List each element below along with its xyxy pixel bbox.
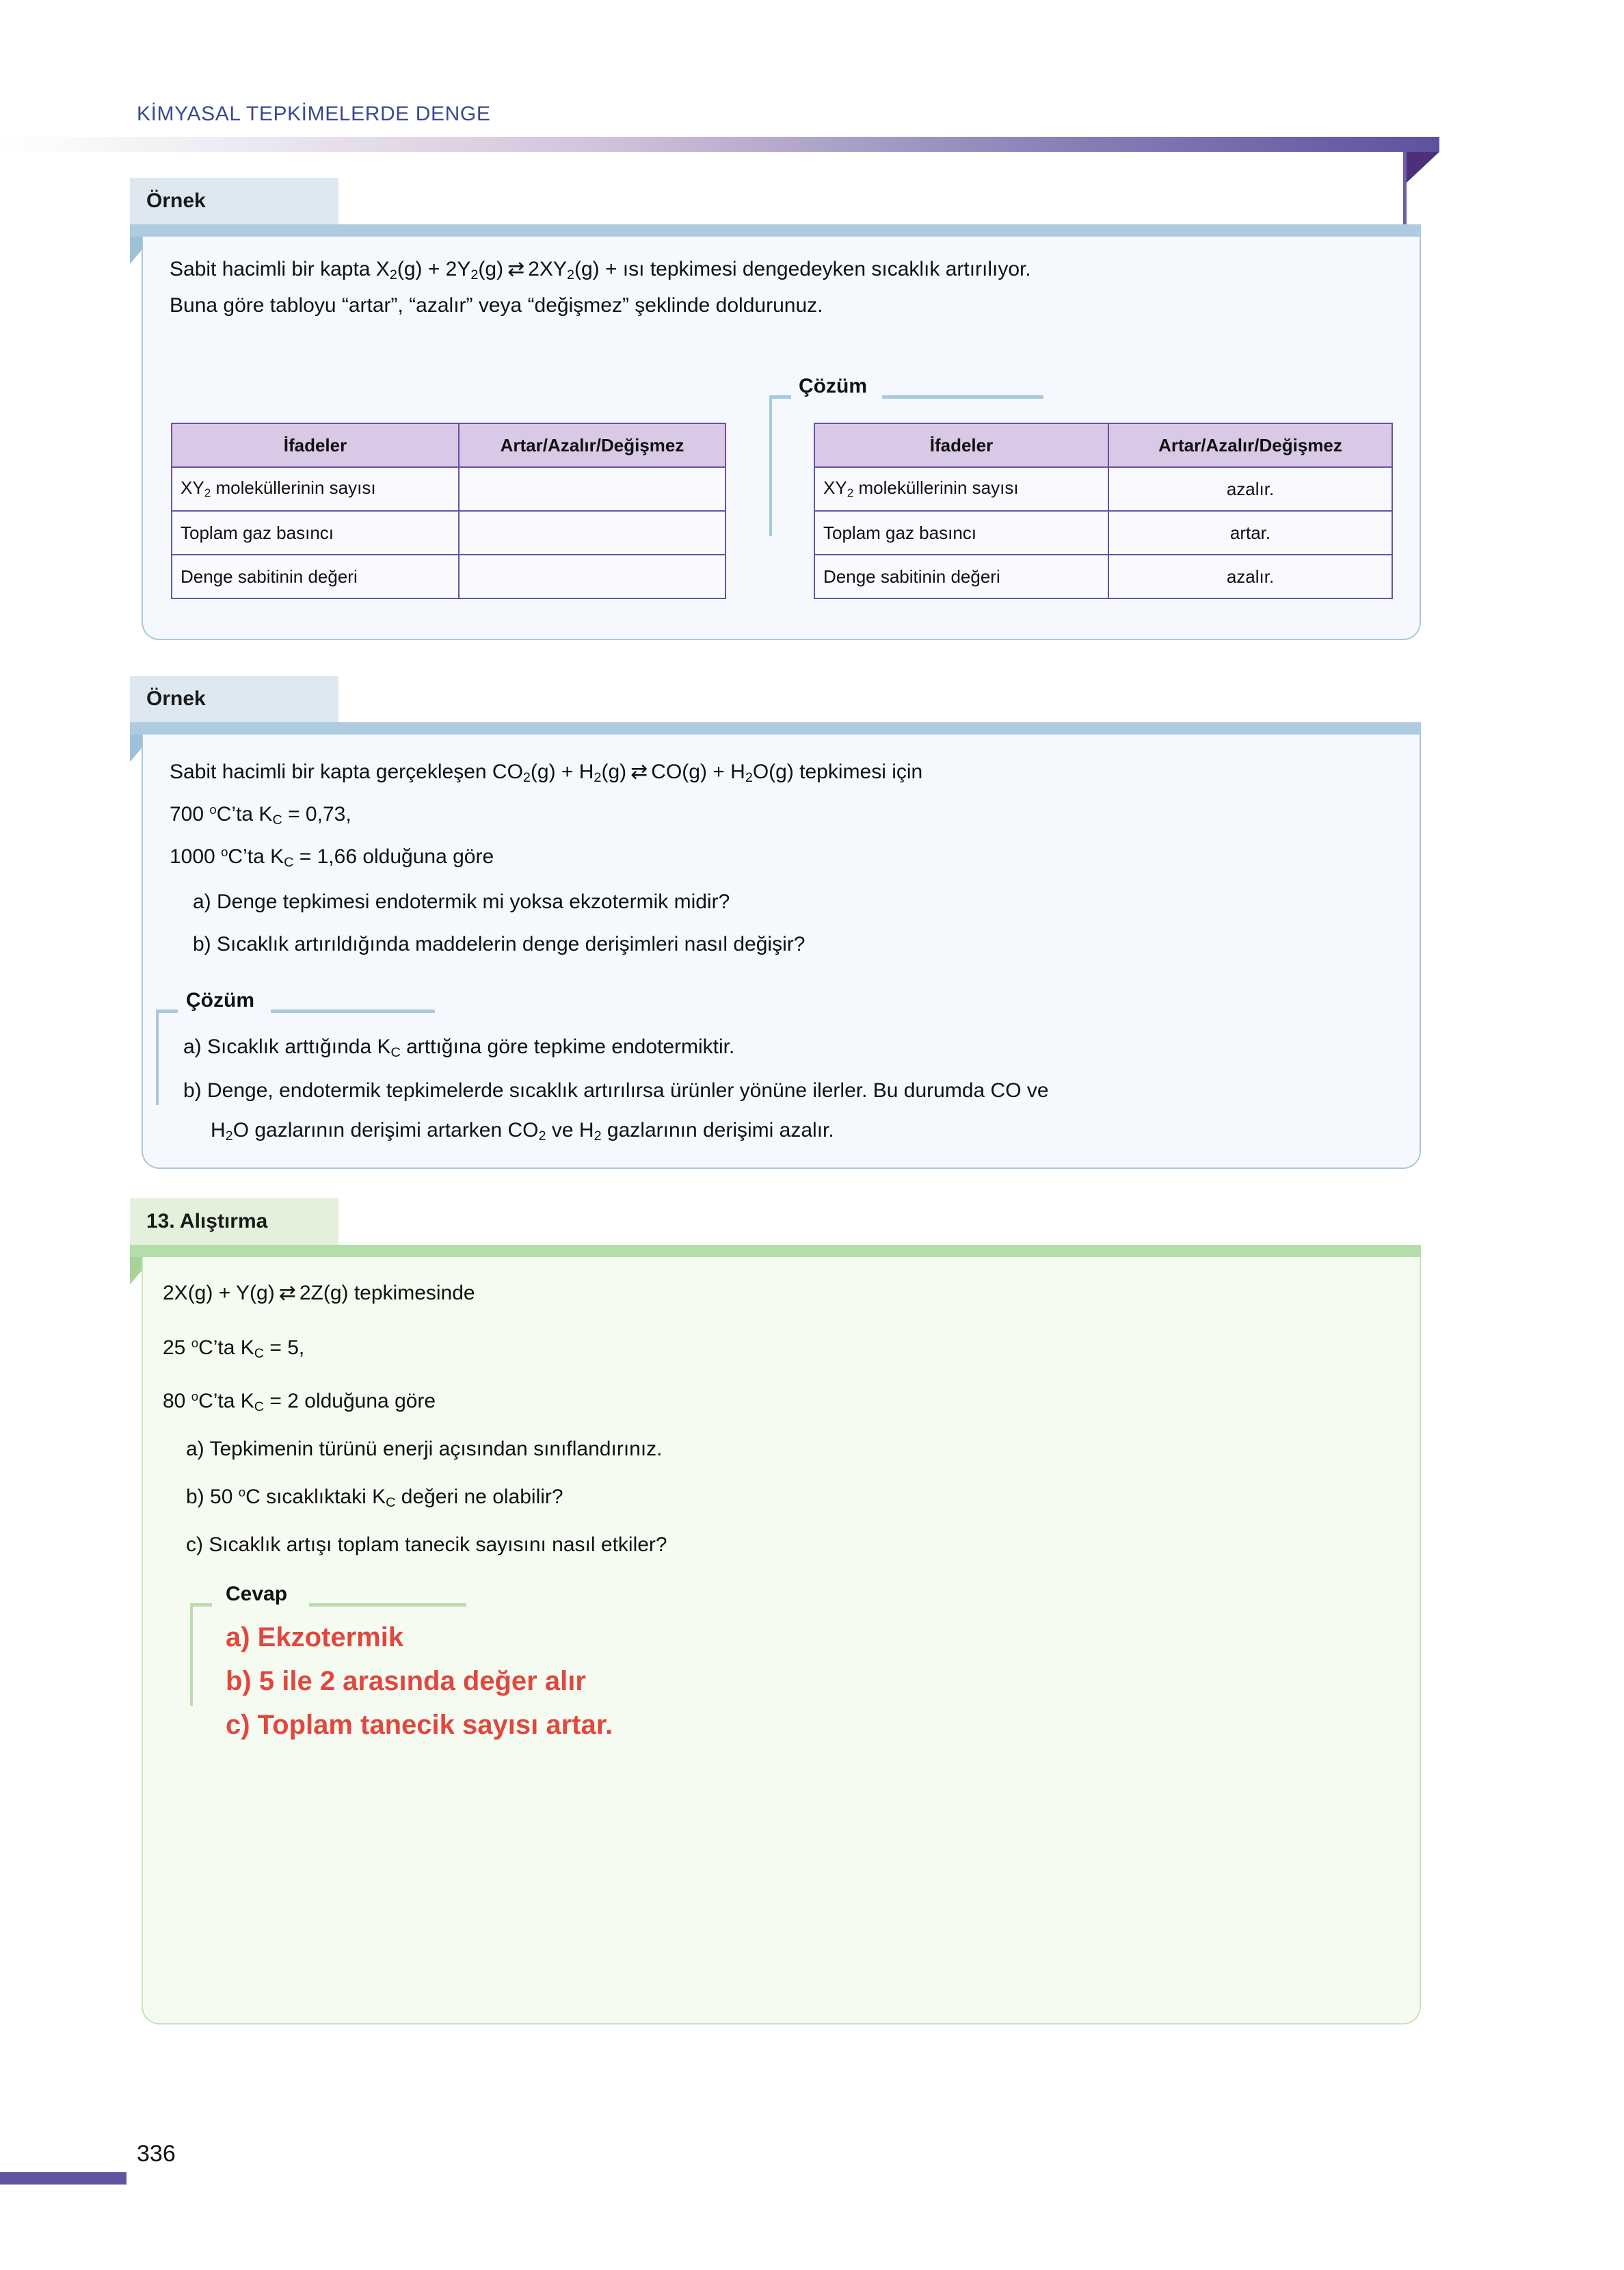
e1-l1-d: 2XY [528, 258, 567, 280]
row-label: Toplam gaz basıncı [172, 511, 459, 555]
corner-fold-triangle [1406, 152, 1439, 183]
e2-l2-a: 700 [170, 803, 210, 826]
example1-solution-line [882, 395, 1043, 399]
row-label [172, 467, 459, 511]
e1-sub-xy: 2 [566, 267, 574, 282]
example2-solution-dash [156, 1009, 178, 1013]
row-blank-cell[interactable] [459, 555, 726, 598]
example2-solution-vert [156, 1009, 159, 1105]
row-label [814, 467, 1108, 511]
e2-l1-b: (g) + H [530, 761, 594, 783]
exercise13-answer-dash [190, 1603, 212, 1607]
e2-l1-d: CO(g) + H [651, 761, 745, 783]
exercise13-line3 [163, 1388, 436, 1416]
ex13-qb-3: değeri ne olabilir? [395, 1486, 563, 1509]
example1-solution-table [814, 423, 1393, 599]
e1-sub-x: 2 [389, 267, 397, 282]
row-answer-cell: artar. [1108, 511, 1392, 555]
e2-l3-a: 1000 [170, 845, 222, 869]
ex13-l1-a: 2X(g) + Y(g) [163, 1282, 275, 1304]
example1-tab-label: Örnek [146, 189, 206, 212]
row-label-b: moleküllerinin sayısı [853, 477, 1019, 499]
kc-subscript: C [254, 1399, 265, 1415]
exercise13-answer-label: Cevap [226, 1583, 288, 1605]
e2-sol-b-s3: 2 [594, 1128, 602, 1144]
ex13-l3-b: C’ta K [198, 1390, 254, 1413]
exercise13-question-b [186, 1484, 563, 1512]
table-row [172, 555, 726, 598]
example1-tab [130, 178, 338, 224]
e1-l1-c: (g) [478, 258, 504, 280]
th-ifadeler: İfadeler [814, 423, 1108, 467]
example1-solution-dash [769, 395, 791, 399]
example1-solution-vert [769, 395, 772, 536]
row-label-a: XY [181, 477, 204, 499]
kc-subscript: C [254, 1346, 265, 1362]
row-label: Denge sabitinin değeri [814, 555, 1108, 598]
ex13-l2-b: C’ta K [198, 1336, 254, 1360]
e2-l1-s2: 2 [594, 769, 602, 785]
e2-l1-s3: 2 [745, 769, 753, 785]
example2-line2 [170, 802, 351, 829]
ex13-qb-2: C sıcaklıktaki K [245, 1486, 386, 1509]
row-label-sub: 2 [847, 486, 854, 500]
example2-line1 [170, 759, 922, 787]
row-answer-cell: azalır. [1108, 555, 1392, 598]
header-gradient-rule [0, 137, 1439, 152]
kc-subscript: C [390, 1044, 401, 1060]
ex13-l2-a: 25 [163, 1336, 191, 1360]
e2-l2-c: = 0,73, [282, 803, 351, 826]
example2-question-b: b) Sıcaklık artırıldığında maddelerin denge derişimleri nasıl değişir? [193, 933, 806, 955]
e1-l1-e: (g) + ısı tepkimesi dengedeyken sıcaklık artırılıyor. [574, 258, 1031, 280]
ex13-l1-b: 2Z(g) tepkimesinde [299, 1282, 475, 1304]
example2-solution-label: Çözüm [186, 989, 254, 1012]
exercise13-line2 [163, 1335, 304, 1362]
e2-sol-b-d: gazlarının derişimi azalır. [601, 1119, 834, 1141]
example1-line2: Buna göre tabloyu “artar”, “azalır” veya “değişmez” şeklinde doldurunuz. [170, 294, 823, 317]
row-blank-cell[interactable] [459, 511, 726, 555]
exercise13-answer-b: b) 5 ile 2 arasında değer alır [226, 1666, 586, 1696]
exercise13-answer-c: c) Toplam tanecik sayısı artar. [226, 1710, 613, 1740]
equilibrium-arrow-icon: ⇄ [278, 1282, 295, 1304]
e2-l2-b: C’ta K [216, 803, 273, 826]
e1-l1-b: (g) + 2Y [397, 258, 471, 280]
e2-l3-c: = 1,66 olduğuna göre [293, 845, 494, 869]
e2-l3-b: C’ta K [228, 845, 284, 869]
row-label: Toplam gaz basıncı [814, 511, 1108, 555]
exercise13-topbar [130, 1245, 1421, 1257]
equilibrium-arrow-icon: ⇄ [507, 258, 524, 280]
example2-solution-b-line1: b) Denge, endotermik tepkimelerde sıcaklık artırılırsa ürünler yönüne ilerler. Bu durumda CO ve [183, 1079, 1049, 1102]
example2-question-a: a) Denge tepkimesi endotermik mi yoksa ekzotermik midir? [193, 890, 730, 913]
th-ifadeler: İfadeler [172, 423, 459, 467]
e1-sub-y: 2 [470, 267, 479, 282]
ex13-l2-c: = 5, [264, 1336, 305, 1360]
e2-sol-a-1: a) Sıcaklık arttığında K [183, 1035, 391, 1058]
table-row [172, 467, 726, 511]
example1-blank-table [171, 423, 726, 599]
exercise13-answer-vert [190, 1603, 193, 1706]
exercise13-question-a: a) Tepkimenin türünü enerji açısından sınıflandırınız. [186, 1438, 663, 1460]
e2-sol-b-s1: 2 [225, 1128, 233, 1144]
ex13-l3-a: 80 [163, 1390, 191, 1413]
example2-tab [130, 676, 338, 722]
th-artar-azalir: Artar/Azalır/Değişmez [459, 423, 726, 467]
row-label: Denge sabitinin değeri [172, 555, 459, 598]
equilibrium-arrow-icon: ⇄ [630, 761, 648, 783]
footer-bar [0, 2172, 127, 2185]
degree-symbol: o [238, 1485, 246, 1499]
e2-sol-b-s2: 2 [538, 1128, 546, 1144]
table-row [814, 555, 1392, 598]
e2-sol-b-c: ve H [546, 1119, 594, 1141]
table-row [814, 467, 1392, 511]
example2-topbar [130, 722, 1421, 735]
chapter-title: KİMYASAL TEPKİMELERDE DENGE [137, 103, 491, 125]
e2-sol-a-2: arttığına göre tepkime endotermiktir. [400, 1035, 735, 1058]
degree-symbol: o [191, 1336, 199, 1350]
e2-sol-b-a: H [211, 1119, 226, 1141]
e2-l1-e: O(g) tepkimesi için [752, 761, 923, 783]
e2-l1-a: Sabit hacimli bir kapta gerçekleşen CO [170, 761, 523, 783]
exercise13-answer-a: a) Ekzotermik [226, 1622, 404, 1652]
example2-solution-b-line2 [211, 1118, 834, 1145]
e1-l1-a: Sabit hacimli bir kapta X [170, 258, 390, 280]
e2-l1-c: (g) [601, 761, 627, 783]
example1-solution-label: Çözüm [799, 375, 867, 397]
exercise13-answer-line [309, 1603, 466, 1607]
exercise13-question-c: c) Sıcaklık artışı toplam tanecik sayısını nasıl etkiler? [186, 1533, 667, 1556]
kc-subscript: C [272, 813, 282, 828]
e2-l1-s1: 2 [522, 769, 531, 785]
exercise13-tab-label: 13. Alıştırma [146, 1210, 268, 1232]
table-row [814, 511, 1392, 555]
row-label-b: moleküllerinin sayısı [211, 477, 376, 499]
ex13-l3-c: = 2 olduğuna göre [264, 1390, 436, 1413]
example1-topbar [130, 224, 1421, 237]
example2-tab-label: Örnek [146, 687, 206, 710]
example2-solution-a [183, 1034, 734, 1061]
example1-line1 [170, 256, 1031, 284]
e2-sol-b-b: O gazlarının derişimi artarken CO [232, 1119, 539, 1141]
ex13-qb-1: b) 50 [186, 1486, 239, 1509]
degree-symbol: o [191, 1389, 199, 1403]
row-blank-cell[interactable] [459, 467, 726, 511]
row-answer-cell: azalır. [1108, 467, 1392, 511]
th-artar-azalir: Artar/Azalır/Değişmez [1108, 423, 1392, 467]
example2-solution-line [271, 1009, 435, 1013]
table-row [172, 511, 726, 555]
degree-symbol: o [209, 802, 217, 817]
kc-subscript: C [386, 1495, 396, 1511]
kc-subscript: C [284, 855, 294, 871]
exercise13-tab [130, 1198, 338, 1245]
example2-line3 [170, 844, 494, 871]
degree-symbol: o [221, 845, 228, 859]
table-header-row [172, 423, 726, 467]
exercise13-line1 [163, 1280, 475, 1306]
row-label-sub: 2 [204, 486, 211, 500]
table-header-row [814, 423, 1392, 467]
row-label-a: XY [823, 477, 847, 499]
page-number: 336 [137, 2141, 176, 2167]
